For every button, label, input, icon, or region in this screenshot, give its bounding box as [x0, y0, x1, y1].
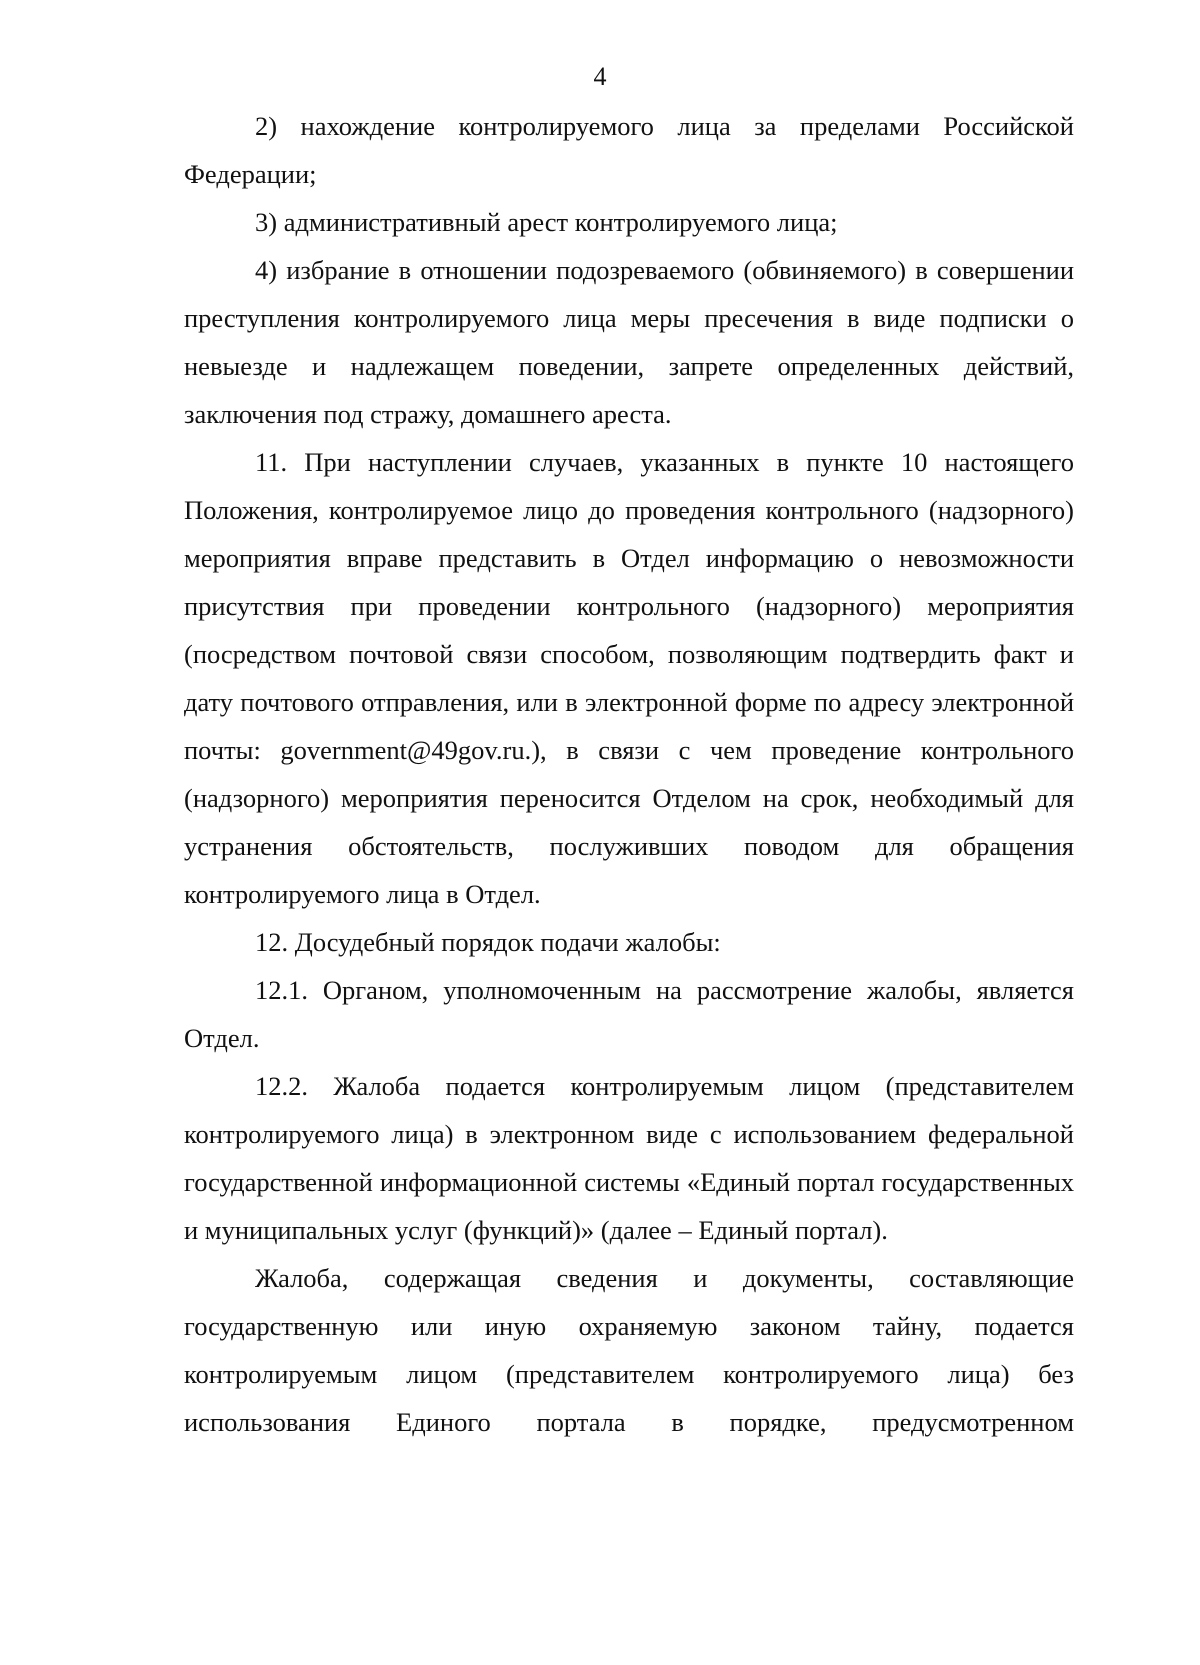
paragraph-12-1: 12.1. Органом, уполномоченным на рассмотрение жалобы, является Отдел.: [184, 975, 1074, 1053]
paragraph-item-4: 4) избрание в отношении подозреваемого (обвиняемого) в совершении преступления контролируемого лица меры пресечения в виде подписки о невыезде и надлежащем поведении, запрете определенных действий, заключения под стражу, домашнего ареста.: [184, 255, 1074, 429]
page-number: 4: [593, 62, 607, 91]
document-body: [184, 102, 1074, 1446]
paragraph-item-3: 3) административный арест контролируемого лица;: [255, 207, 838, 237]
paragraph-12: 12. Досудебный порядок подачи жалобы:: [255, 927, 721, 957]
paragraph-11: 11. При наступлении случаев, указанных в пункте 10 настоящего Положения, контролируемое лицо до проведения контрольного (надзорного) мероприятия вправе представить в Отдел информацию о невозможности присутствия при проведении контрольного (надзорного) мероприятия (посредством почтовой связи способом, позволяющим подтвердить факт и дату почтового отправления, или в электронной форме по адресу электронной почты: government@49gov.ru.), в связи с чем проведение контрольного (надзорного) мероприятия переносится Отделом на срок, необходимый для устранения обстоятельств, послуживших поводом для обращения контролируемого лица в Отдел.: [184, 447, 1074, 909]
paragraph-item-2: 2) нахождение контролируемого лица за пределами Российской Федерации;: [184, 111, 1074, 189]
paragraph-complaint-secret: Жалоба, содержащая сведения и документы, составляющие государственную или иную охраняемую законом тайну, подается контролируемым лицом (представителем контролируемого лица) без использования Единого портала в порядке, предусмотренном: [184, 1263, 1074, 1437]
paragraph-12-2: 12.2. Жалоба подается контролируемым лицом (представителем контролируемого лица) в электронном виде с использованием федеральной государственной информационной системы «Единый портал государственных и муниципальных услуг (функций)» (далее – Единый портал).: [184, 1071, 1074, 1245]
